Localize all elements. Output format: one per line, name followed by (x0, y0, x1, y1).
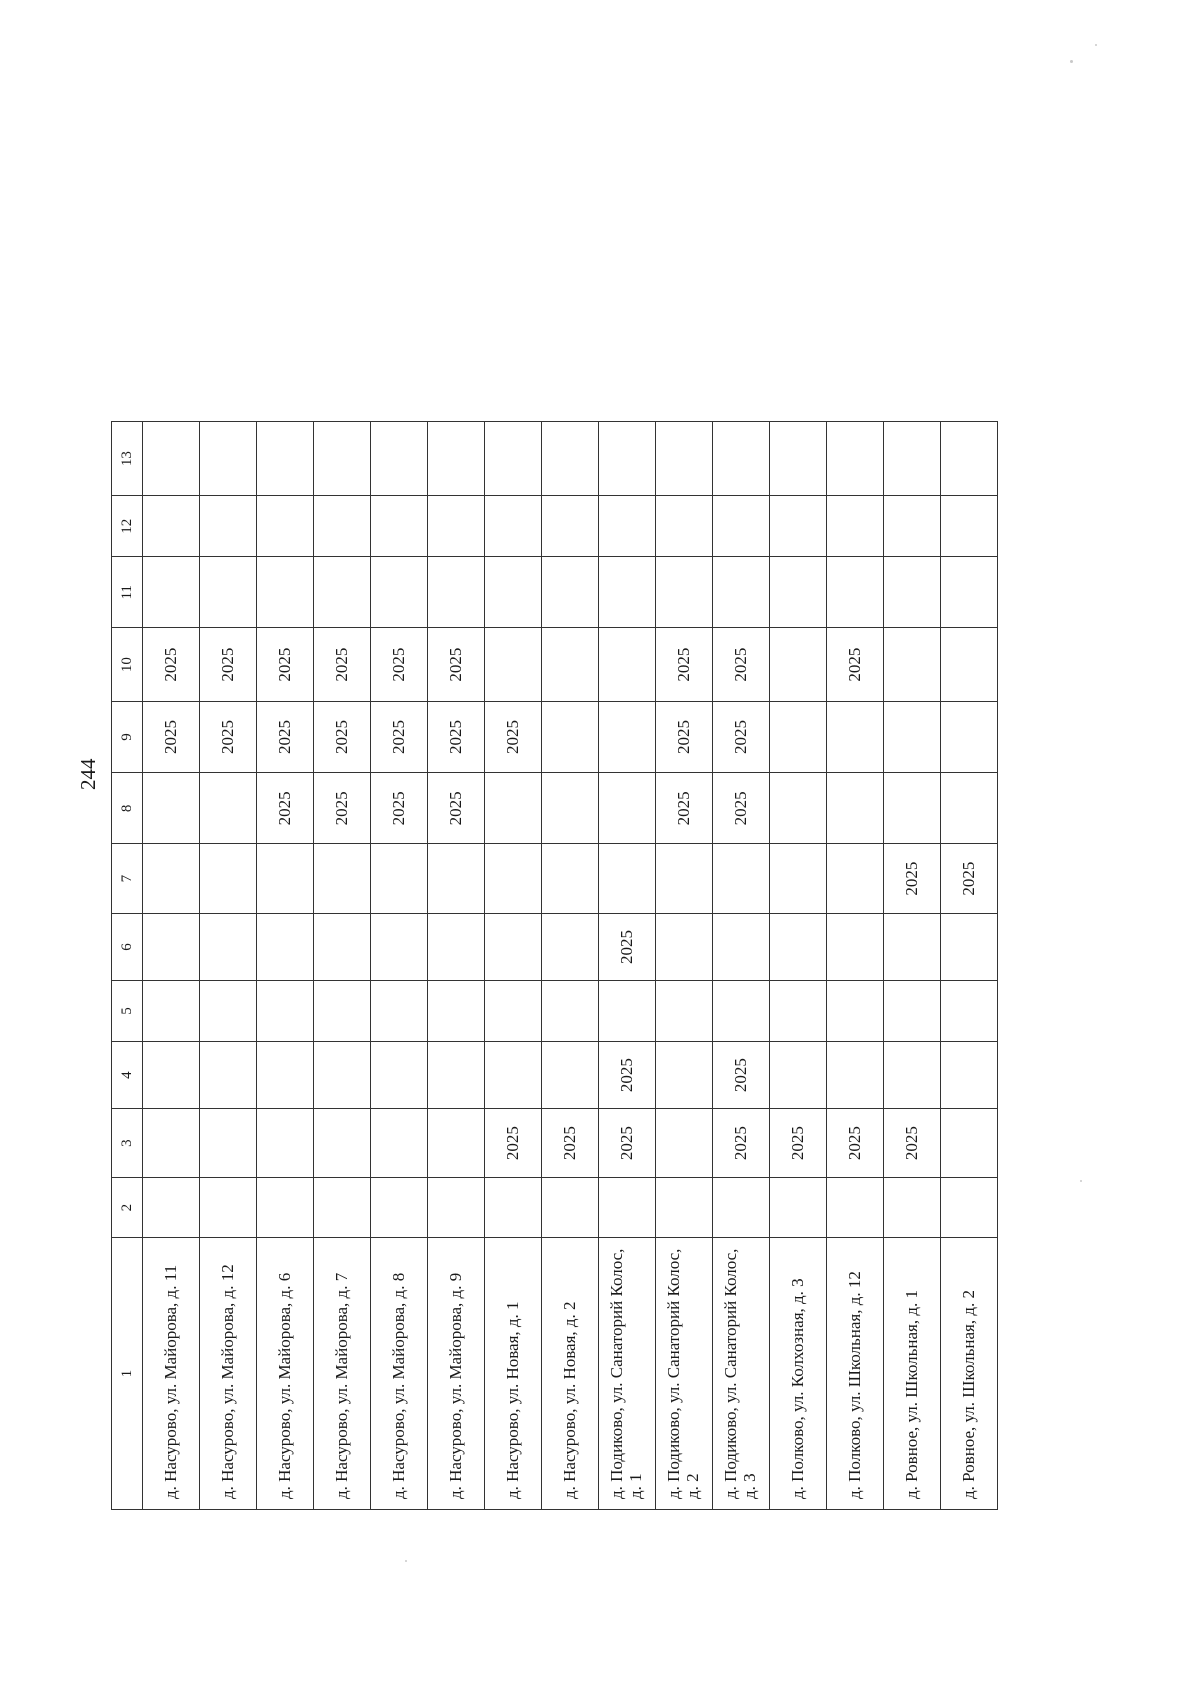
year-cell (599, 557, 656, 628)
year-cell: 2025 (143, 701, 200, 772)
year-cell (314, 1109, 371, 1177)
year-cell (884, 628, 941, 702)
address-cell: д. Ровное, ул. Школьная, д. 2 (941, 1238, 998, 1510)
year-cell (200, 1109, 257, 1177)
year-cell (371, 1177, 428, 1237)
year-cell (371, 422, 428, 496)
year-cell (941, 628, 998, 702)
year-cell (827, 773, 884, 844)
year-cell (200, 422, 257, 496)
table-body (143, 422, 998, 1510)
year-cell (941, 773, 998, 844)
year-cell (542, 701, 599, 772)
year-cell (827, 981, 884, 1041)
year-cell (257, 913, 314, 981)
table-row (770, 422, 827, 1510)
year-cell (257, 422, 314, 496)
year-cell: 2025 (200, 701, 257, 772)
year-cell (941, 701, 998, 772)
year-cell (257, 1041, 314, 1109)
year-cell: 2025 (314, 628, 371, 702)
year-cell (371, 1041, 428, 1109)
year-cell (143, 422, 200, 496)
table-row (656, 422, 713, 1510)
year-cell (827, 557, 884, 628)
address-cell: д. Подиково, ул. Санаторий Колос, д. 1 (599, 1238, 656, 1510)
year-cell (770, 913, 827, 981)
year-cell (200, 557, 257, 628)
table-row (200, 422, 257, 1510)
year-cell (884, 1041, 941, 1109)
year-cell: 2025 (428, 701, 485, 772)
address-cell: д. Полково, ул. Школьная, д. 12 (827, 1238, 884, 1510)
header-cell: 6 (112, 913, 143, 981)
header-cell: 2 (112, 1177, 143, 1237)
header-cell: 8 (112, 773, 143, 844)
address-cell: д. Насурово, ул. Майорова, д. 6 (257, 1238, 314, 1510)
table-row (713, 422, 770, 1510)
year-cell (314, 557, 371, 628)
year-cell: 2025 (314, 773, 371, 844)
year-cell (371, 496, 428, 557)
table-row (941, 422, 998, 1510)
address-cell: д. Насурово, ул. Майорова, д. 9 (428, 1238, 485, 1510)
header-cell: 12 (112, 496, 143, 557)
year-cell (143, 1109, 200, 1177)
year-cell (257, 1109, 314, 1177)
year-cell (713, 557, 770, 628)
year-cell: 2025 (713, 773, 770, 844)
year-cell (941, 981, 998, 1041)
year-cell (143, 496, 200, 557)
year-cell: 2025 (941, 844, 998, 913)
year-cell (713, 422, 770, 496)
year-cell (884, 1177, 941, 1237)
table-row (542, 422, 599, 1510)
year-cell (656, 981, 713, 1041)
table-header-row (112, 422, 143, 1510)
year-cell (428, 496, 485, 557)
year-cell: 2025 (713, 1041, 770, 1109)
year-cell (542, 496, 599, 557)
year-cell (941, 1109, 998, 1177)
year-cell: 2025 (599, 913, 656, 981)
year-cell (485, 1177, 542, 1237)
year-cell (143, 1041, 200, 1109)
table-row (428, 422, 485, 1510)
year-cell (884, 701, 941, 772)
address-cell: д. Подиково, ул. Санаторий Колос, д. 2 (656, 1238, 713, 1510)
year-cell (884, 913, 941, 981)
header-cell: 1 (112, 1238, 143, 1510)
year-cell: 2025 (257, 701, 314, 772)
year-cell (143, 1177, 200, 1237)
scan-speck (405, 1560, 407, 1562)
year-cell (542, 773, 599, 844)
year-cell (143, 773, 200, 844)
year-cell (371, 981, 428, 1041)
year-cell (485, 557, 542, 628)
year-cell (314, 913, 371, 981)
year-cell (827, 913, 884, 981)
year-cell (485, 1041, 542, 1109)
year-cell (770, 557, 827, 628)
year-cell (713, 496, 770, 557)
year-cell: 2025 (257, 628, 314, 702)
scan-speck (1095, 44, 1097, 46)
year-cell (485, 913, 542, 981)
page-number: 244 (76, 758, 100, 790)
year-cell (713, 1177, 770, 1237)
year-cell (428, 913, 485, 981)
address-cell: д. Насурово, ул. Майорова, д. 8 (371, 1238, 428, 1510)
year-cell (599, 773, 656, 844)
year-cell (599, 422, 656, 496)
header-cell: 13 (112, 422, 143, 496)
year-cell: 2025 (485, 1109, 542, 1177)
year-cell: 2025 (485, 701, 542, 772)
year-cell (656, 557, 713, 628)
year-cell: 2025 (656, 628, 713, 702)
address-cell: д. Насурово, ул. Майорова, д. 7 (314, 1238, 371, 1510)
address-cell: д. Ровное, ул. Школьная, д. 1 (884, 1238, 941, 1510)
year-cell (770, 1177, 827, 1237)
year-cell (770, 701, 827, 772)
year-cell (884, 981, 941, 1041)
year-cell (827, 1177, 884, 1237)
year-cell (770, 773, 827, 844)
table-row (827, 422, 884, 1510)
year-cell (428, 1177, 485, 1237)
scan-speck (1080, 1180, 1082, 1182)
address-cell: д. Полково, ул. Колхозная, д. 3 (770, 1238, 827, 1510)
year-cell (941, 422, 998, 496)
year-cell: 2025 (599, 1041, 656, 1109)
year-cell (200, 1041, 257, 1109)
year-cell (314, 844, 371, 913)
year-cell (200, 1177, 257, 1237)
year-cell (428, 557, 485, 628)
year-cell: 2025 (827, 628, 884, 702)
year-cell (542, 1177, 599, 1237)
year-cell (200, 913, 257, 981)
year-cell (371, 913, 428, 981)
scan-speck (1070, 60, 1073, 63)
year-cell (599, 701, 656, 772)
table-row (884, 422, 941, 1510)
address-cell: д. Насурово, ул. Майорова, д. 12 (200, 1238, 257, 1510)
year-cell (143, 913, 200, 981)
year-cell (542, 557, 599, 628)
table-row (485, 422, 542, 1510)
year-cell (770, 422, 827, 496)
header-cell: 11 (112, 557, 143, 628)
year-cell (599, 844, 656, 913)
year-cell: 2025 (200, 628, 257, 702)
year-cell (314, 496, 371, 557)
year-cell (827, 496, 884, 557)
year-cell (428, 1109, 485, 1177)
year-cell (656, 1109, 713, 1177)
year-cell (770, 844, 827, 913)
year-cell (428, 844, 485, 913)
table-row (599, 422, 656, 1510)
year-cell: 2025 (656, 773, 713, 844)
year-cell: 2025 (314, 701, 371, 772)
year-cell: 2025 (371, 773, 428, 844)
year-cell: 2025 (428, 773, 485, 844)
year-cell: 2025 (884, 1109, 941, 1177)
year-cell (770, 981, 827, 1041)
year-cell (485, 981, 542, 1041)
year-cell (371, 1109, 428, 1177)
table-row (371, 422, 428, 1510)
year-cell (428, 422, 485, 496)
table-row (314, 422, 371, 1510)
year-cell (713, 981, 770, 1041)
year-cell: 2025 (770, 1109, 827, 1177)
year-cell (941, 1177, 998, 1237)
year-cell (200, 496, 257, 557)
schedule-table (111, 421, 998, 1510)
year-cell: 2025 (656, 701, 713, 772)
header-cell: 10 (112, 628, 143, 702)
year-cell (827, 1041, 884, 1109)
year-cell: 2025 (713, 628, 770, 702)
year-cell (428, 1041, 485, 1109)
address-cell: д. Насурово, ул. Новая, д. 1 (485, 1238, 542, 1510)
year-cell (257, 557, 314, 628)
year-cell (656, 496, 713, 557)
year-cell (884, 496, 941, 557)
year-cell (485, 628, 542, 702)
address-cell: д. Подиково, ул. Санаторий Колос, д. 3 (713, 1238, 770, 1510)
year-cell: 2025 (542, 1109, 599, 1177)
table-row (257, 422, 314, 1510)
year-cell (143, 557, 200, 628)
year-cell (485, 773, 542, 844)
year-cell (884, 773, 941, 844)
header-cell: 9 (112, 701, 143, 772)
year-cell (827, 422, 884, 496)
year-cell (713, 844, 770, 913)
header-cell: 3 (112, 1109, 143, 1177)
year-cell (371, 844, 428, 913)
year-cell (941, 496, 998, 557)
year-cell (314, 1177, 371, 1237)
year-cell (485, 422, 542, 496)
year-cell (827, 701, 884, 772)
year-cell (428, 981, 485, 1041)
year-cell (941, 913, 998, 981)
year-cell (314, 422, 371, 496)
year-cell (542, 844, 599, 913)
year-cell (200, 981, 257, 1041)
year-cell (770, 1041, 827, 1109)
address-cell: д. Насурово, ул. Майорова, д. 11 (143, 1238, 200, 1510)
year-cell (884, 422, 941, 496)
year-cell (485, 844, 542, 913)
year-cell (143, 844, 200, 913)
year-cell (542, 628, 599, 702)
rotated-table-wrapper (111, 421, 998, 1510)
year-cell (143, 981, 200, 1041)
year-cell (542, 913, 599, 981)
year-cell (770, 496, 827, 557)
year-cell (200, 773, 257, 844)
year-cell (200, 844, 257, 913)
year-cell (599, 1177, 656, 1237)
year-cell (371, 557, 428, 628)
table-row (143, 422, 200, 1510)
year-cell (314, 981, 371, 1041)
year-cell (257, 981, 314, 1041)
year-cell: 2025 (827, 1109, 884, 1177)
year-cell (656, 422, 713, 496)
year-cell (884, 557, 941, 628)
year-cell: 2025 (599, 1109, 656, 1177)
year-cell (542, 422, 599, 496)
year-cell (656, 1177, 713, 1237)
year-cell (599, 981, 656, 1041)
year-cell: 2025 (428, 628, 485, 702)
year-cell (941, 1041, 998, 1109)
year-cell: 2025 (713, 701, 770, 772)
header-cell: 7 (112, 844, 143, 913)
year-cell (827, 844, 884, 913)
year-cell: 2025 (371, 628, 428, 702)
year-cell (599, 496, 656, 557)
year-cell: 2025 (884, 844, 941, 913)
year-cell (314, 1041, 371, 1109)
year-cell (257, 1177, 314, 1237)
year-cell (713, 913, 770, 981)
year-cell (941, 557, 998, 628)
year-cell (656, 1041, 713, 1109)
header-cell: 4 (112, 1041, 143, 1109)
year-cell: 2025 (257, 773, 314, 844)
year-cell (656, 844, 713, 913)
year-cell (257, 496, 314, 557)
year-cell (770, 628, 827, 702)
year-cell (257, 844, 314, 913)
year-cell (542, 981, 599, 1041)
address-cell: д. Насурово, ул. Новая, д. 2 (542, 1238, 599, 1510)
year-cell (485, 496, 542, 557)
header-cell: 5 (112, 981, 143, 1041)
year-cell: 2025 (371, 701, 428, 772)
year-cell: 2025 (713, 1109, 770, 1177)
year-cell (542, 1041, 599, 1109)
year-cell: 2025 (143, 628, 200, 702)
year-cell (599, 628, 656, 702)
year-cell (656, 913, 713, 981)
